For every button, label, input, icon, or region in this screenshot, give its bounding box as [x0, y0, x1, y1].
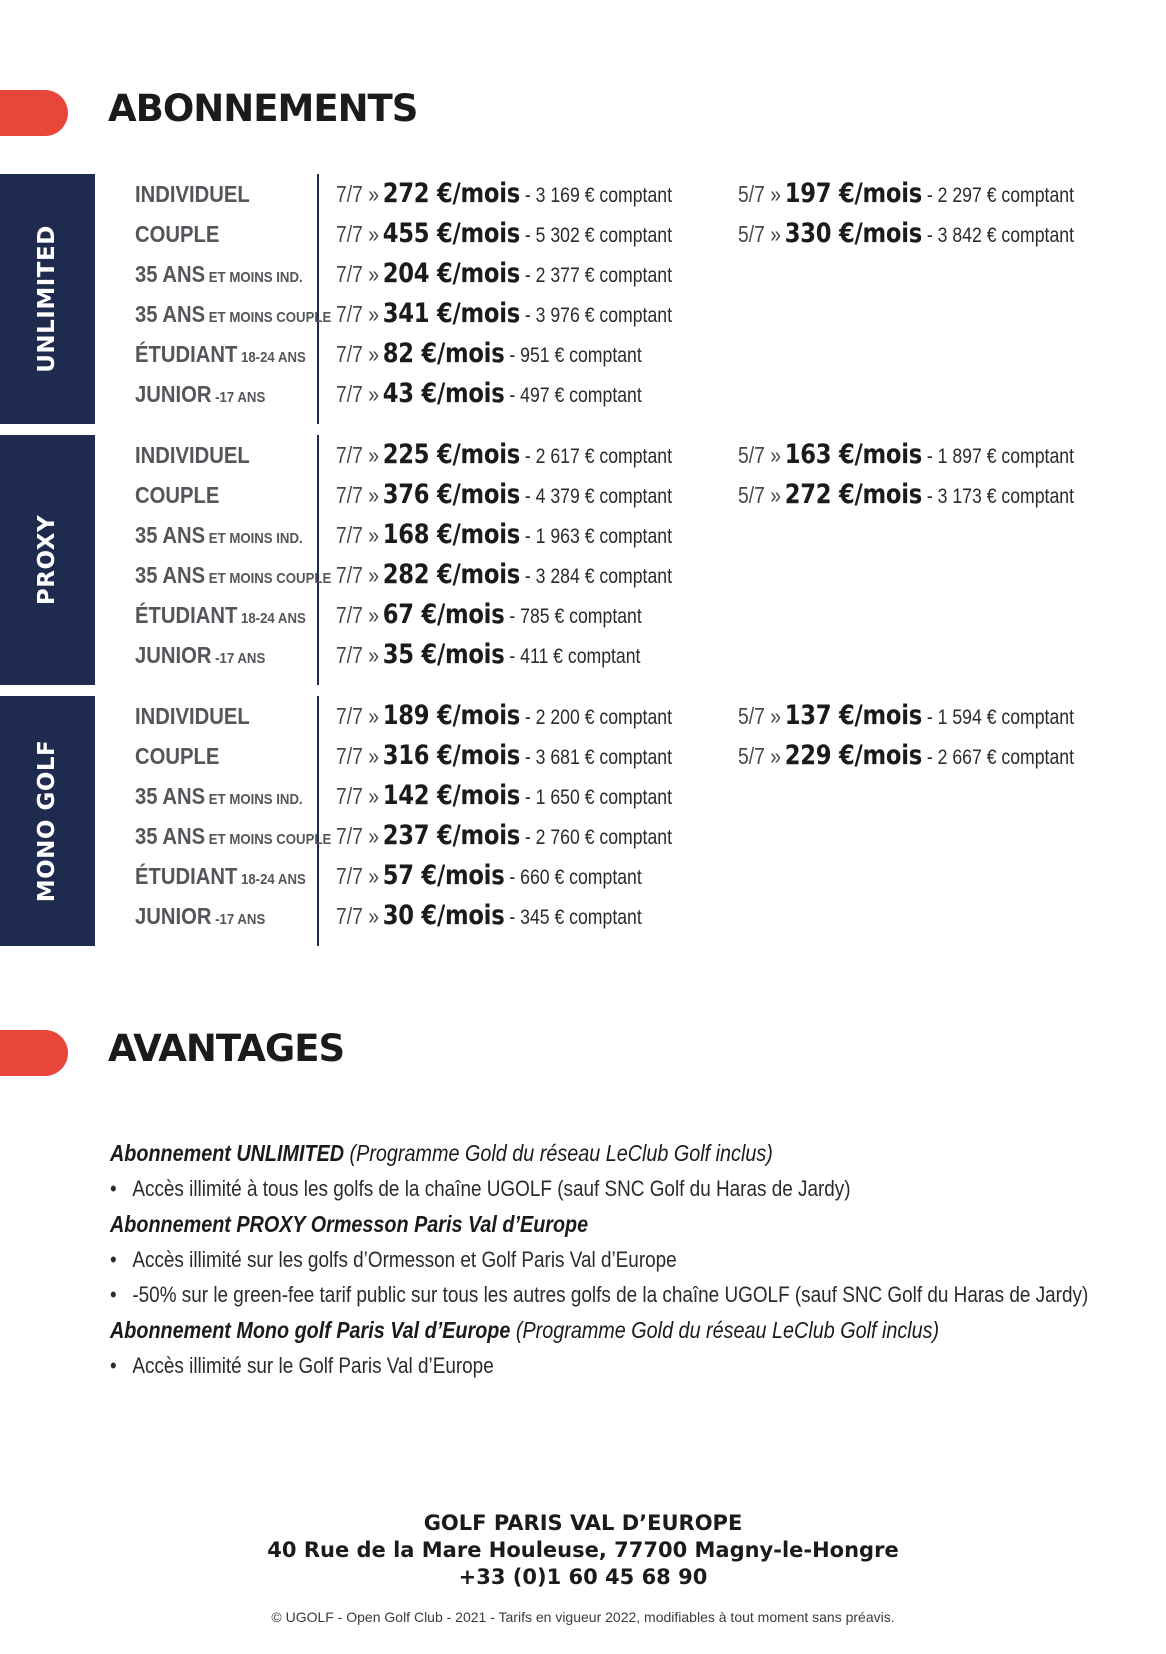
- advantage-bullet: [110, 1171, 987, 1206]
- price-row: [0, 254, 1166, 294]
- category-label: [135, 374, 265, 418]
- monthly-price: 225 €/mois: [382, 439, 520, 470]
- price-77: [336, 776, 672, 820]
- price-77: [336, 555, 672, 599]
- bullet-icon: •: [110, 1176, 117, 1201]
- category-qualifier: 18-24 ANS: [237, 610, 306, 627]
- category-label: [135, 334, 306, 378]
- category-label: [135, 174, 250, 214]
- monthly-price: 282 €/mois: [382, 559, 520, 590]
- frequency-label: 7/7 »: [336, 442, 379, 468]
- price-57: [738, 696, 1074, 740]
- cash-price: - 2 297 € comptant: [921, 184, 1074, 207]
- price-77: [336, 515, 672, 559]
- advantage-plan-name: Abonnement PROXY Ormesson Paris Val d’Europe: [110, 1211, 589, 1237]
- category-main: ÉTUDIANT: [135, 341, 238, 367]
- monthly-price: 142 €/mois: [382, 780, 520, 811]
- category-main: JUNIOR: [135, 381, 212, 407]
- category-main: COUPLE: [135, 743, 220, 769]
- price-row: [0, 635, 1166, 675]
- advantage-plan-name: Abonnement Mono golf Paris Val d’Europe: [110, 1317, 511, 1343]
- cash-price: - 3 169 € comptant: [519, 184, 672, 207]
- cash-price: - 3 173 € comptant: [921, 485, 1074, 508]
- bullet-icon: •: [110, 1353, 117, 1378]
- price-row: [0, 816, 1166, 856]
- advantage-bullet: [110, 1348, 987, 1383]
- category-qualifier: ET MOINS COUPLE: [205, 309, 332, 326]
- price-row: [0, 696, 1166, 736]
- cash-price: - 951 € comptant: [504, 344, 642, 367]
- category-qualifier: ET MOINS IND.: [205, 530, 303, 547]
- frequency-label: 7/7 »: [336, 903, 379, 929]
- category-main: JUNIOR: [135, 642, 212, 668]
- price-row: [0, 435, 1166, 475]
- frequency-label: 7/7 »: [336, 522, 379, 548]
- price-row: [0, 174, 1166, 214]
- advantage-heading: [110, 1312, 987, 1348]
- price-77: [336, 254, 672, 298]
- plan-block: [0, 174, 1166, 424]
- category-qualifier: -17 ANS: [211, 389, 266, 406]
- price-77: [336, 435, 672, 479]
- price-57: [738, 435, 1074, 479]
- monthly-price: 316 €/mois: [382, 740, 520, 771]
- monthly-price: 168 €/mois: [382, 519, 520, 550]
- price-77: [336, 816, 672, 860]
- cash-price: - 2 617 € comptant: [519, 445, 672, 468]
- cash-price: - 3 284 € comptant: [519, 565, 672, 588]
- category-qualifier: ET MOINS IND.: [205, 269, 303, 286]
- plan-block: [0, 696, 1166, 946]
- monthly-price: 35 €/mois: [382, 639, 505, 670]
- abonnements-title: ABONNEMENTS: [108, 87, 418, 130]
- monthly-price: 43 €/mois: [382, 378, 505, 409]
- advantage-bullet: [110, 1242, 987, 1277]
- monthly-price: 341 €/mois: [382, 298, 520, 329]
- frequency-label: 7/7 »: [336, 602, 379, 628]
- monthly-price: 455 €/mois: [382, 218, 520, 249]
- category-label: [135, 696, 250, 736]
- category-qualifier: 18-24 ANS: [237, 349, 306, 366]
- category-label: [135, 214, 219, 254]
- monthly-price: 272 €/mois: [784, 479, 922, 510]
- cash-price: - 3 976 € comptant: [519, 304, 672, 327]
- category-label: [135, 294, 331, 338]
- price-row: [0, 595, 1166, 635]
- frequency-label: 7/7 »: [336, 642, 379, 668]
- footer-address: 40 Rue de la Mare Houleuse, 77700 Magny-le-Hongre: [267, 1538, 899, 1562]
- cash-price: - 411 € comptant: [504, 645, 641, 668]
- monthly-price: 67 €/mois: [382, 599, 505, 630]
- category-label: [135, 816, 331, 860]
- price-77: [336, 374, 642, 418]
- category-label: [135, 475, 219, 515]
- price-row: [0, 856, 1166, 896]
- bullet-icon: •: [110, 1247, 117, 1272]
- category-label: [135, 515, 303, 559]
- price-row: [0, 515, 1166, 555]
- monthly-price: 197 €/mois: [784, 178, 922, 209]
- category-main: 35 ANS: [135, 823, 206, 849]
- price-row: [0, 736, 1166, 776]
- price-57: [738, 736, 1074, 780]
- category-main: 35 ANS: [135, 522, 206, 548]
- frequency-label: 7/7 »: [336, 823, 379, 849]
- abonnements-accent-tab: [0, 90, 68, 136]
- frequency-label: 7/7 »: [336, 221, 379, 247]
- category-main: INDIVIDUEL: [135, 442, 250, 468]
- frequency-label: 7/7 »: [336, 261, 379, 287]
- advantage-text: Accès illimité sur les golfs d’Ormesson et Golf Paris Val d’Europe: [132, 1247, 677, 1272]
- advantage-plan-name: Abonnement UNLIMITED: [110, 1140, 345, 1166]
- frequency-label: 7/7 »: [336, 181, 379, 207]
- cash-price: - 497 € comptant: [504, 384, 642, 407]
- copyright-notice: © UGOLF - Open Golf Club - 2021 - Tarifs en vigueur 2022, modifiables à tout moment sans préavis.: [271, 1609, 895, 1625]
- advantage-text: Accès illimité sur le Golf Paris Val d’Europe: [132, 1353, 494, 1378]
- category-main: COUPLE: [135, 221, 220, 247]
- cash-price: - 3 842 € comptant: [921, 224, 1074, 247]
- frequency-label: 5/7 »: [738, 442, 781, 468]
- price-77: [336, 174, 672, 218]
- price-57: [738, 475, 1074, 519]
- category-main: COUPLE: [135, 482, 220, 508]
- cash-price: - 2 760 € comptant: [519, 826, 672, 849]
- cash-price: - 3 681 € comptant: [519, 746, 672, 769]
- frequency-label: 7/7 »: [336, 482, 379, 508]
- cash-price: - 4 379 € comptant: [519, 485, 672, 508]
- category-main: INDIVIDUEL: [135, 703, 250, 729]
- cash-price: - 1 594 € comptant: [921, 706, 1074, 729]
- price-row: [0, 776, 1166, 816]
- monthly-price: 204 €/mois: [382, 258, 520, 289]
- price-row: [0, 334, 1166, 374]
- footer-phone: +33 (0)1 60 45 68 90: [458, 1565, 708, 1589]
- category-qualifier: -17 ANS: [211, 911, 266, 928]
- category-label: [135, 635, 265, 679]
- frequency-label: 5/7 »: [738, 482, 781, 508]
- avantages-accent-tab: [0, 1030, 68, 1076]
- category-qualifier: -17 ANS: [211, 650, 266, 667]
- frequency-label: 5/7 »: [738, 221, 781, 247]
- monthly-price: 82 €/mois: [382, 338, 505, 369]
- price-77: [336, 736, 672, 780]
- frequency-label: 7/7 »: [336, 743, 379, 769]
- advantage-text: Accès illimité à tous les golfs de la chaîne UGOLF (sauf SNC Golf du Haras de Jardy): [132, 1176, 851, 1201]
- category-label: [135, 856, 306, 900]
- monthly-price: 229 €/mois: [784, 740, 922, 771]
- category-label: [135, 435, 250, 475]
- monthly-price: 330 €/mois: [784, 218, 922, 249]
- frequency-label: 7/7 »: [336, 863, 379, 889]
- category-qualifier: ET MOINS COUPLE: [205, 831, 332, 848]
- advantage-heading: [110, 1206, 987, 1242]
- price-77: [336, 475, 672, 519]
- price-77: [336, 856, 642, 900]
- category-label: [135, 595, 306, 639]
- category-main: JUNIOR: [135, 903, 212, 929]
- cash-price: - 2 200 € comptant: [519, 706, 672, 729]
- price-77: [336, 294, 672, 338]
- price-row: [0, 294, 1166, 334]
- bullet-icon: •: [110, 1282, 117, 1307]
- category-label: [135, 254, 303, 298]
- monthly-price: 30 €/mois: [382, 900, 505, 931]
- avantages-list: [110, 1135, 1130, 1383]
- category-label: [135, 555, 331, 599]
- category-main: 35 ANS: [135, 261, 206, 287]
- plan-name: MONO GOLF: [34, 739, 60, 903]
- category-main: 35 ANS: [135, 562, 206, 588]
- monthly-price: 137 €/mois: [784, 700, 922, 731]
- monthly-price: 237 €/mois: [382, 820, 520, 851]
- frequency-label: 7/7 »: [336, 562, 379, 588]
- advantage-note: (Programme Gold du réseau LeClub Golf inclus): [510, 1317, 940, 1343]
- price-row: [0, 214, 1166, 254]
- price-77: [336, 214, 672, 258]
- frequency-label: 7/7 »: [336, 703, 379, 729]
- price-row: [0, 896, 1166, 936]
- frequency-label: 7/7 »: [336, 381, 379, 407]
- cash-price: - 1 963 € comptant: [519, 525, 672, 548]
- price-77: [336, 896, 642, 940]
- category-label: [135, 776, 303, 820]
- cash-price: - 345 € comptant: [504, 906, 642, 929]
- advantage-text: -50% sur le green-fee tarif public sur tous les autres golfs de la chaîne UGOLF (sauf SNC Golf du Haras de Jardy): [132, 1282, 1089, 1307]
- cash-price: - 1 897 € comptant: [921, 445, 1074, 468]
- price-57: [738, 174, 1074, 218]
- price-77: [336, 696, 672, 740]
- footer-contact: [0, 1510, 1166, 1591]
- price-57: [738, 214, 1074, 258]
- frequency-label: 5/7 »: [738, 703, 781, 729]
- category-qualifier: 18-24 ANS: [237, 871, 306, 888]
- price-77: [336, 635, 640, 679]
- category-main: INDIVIDUEL: [135, 181, 250, 207]
- frequency-label: 7/7 »: [336, 301, 379, 327]
- monthly-price: 272 €/mois: [382, 178, 520, 209]
- advantage-bullet: [110, 1277, 1089, 1312]
- category-qualifier: ET MOINS COUPLE: [205, 570, 332, 587]
- avantages-title: AVANTAGES: [108, 1027, 345, 1070]
- monthly-price: 163 €/mois: [784, 439, 922, 470]
- cash-price: - 660 € comptant: [504, 866, 642, 889]
- advantage-note: (Programme Gold du réseau LeClub Golf inclus): [344, 1140, 773, 1166]
- price-row: [0, 475, 1166, 515]
- monthly-price: 376 €/mois: [382, 479, 520, 510]
- monthly-price: 57 €/mois: [382, 860, 505, 891]
- monthly-price: 189 €/mois: [382, 700, 520, 731]
- price-77: [336, 595, 642, 639]
- frequency-label: 7/7 »: [336, 341, 379, 367]
- category-qualifier: ET MOINS IND.: [205, 791, 303, 808]
- plan-name: PROXY: [34, 514, 60, 606]
- cash-price: - 5 302 € comptant: [519, 224, 672, 247]
- frequency-label: 5/7 »: [738, 743, 781, 769]
- frequency-label: 7/7 »: [336, 783, 379, 809]
- plan-name: UNLIMITED: [34, 225, 60, 373]
- cash-price: - 785 € comptant: [504, 605, 642, 628]
- plan-block: [0, 435, 1166, 685]
- price-row: [0, 555, 1166, 595]
- category-main: 35 ANS: [135, 783, 206, 809]
- price-row: [0, 374, 1166, 414]
- frequency-label: 5/7 »: [738, 181, 781, 207]
- price-77: [336, 334, 642, 378]
- cash-price: - 2 667 € comptant: [921, 746, 1074, 769]
- cash-price: - 1 650 € comptant: [519, 786, 672, 809]
- cash-price: - 2 377 € comptant: [519, 264, 672, 287]
- footer-name: GOLF PARIS VAL D’EUROPE: [423, 1511, 743, 1535]
- category-label: [135, 896, 265, 940]
- advantage-heading: [110, 1135, 987, 1171]
- category-label: [135, 736, 219, 776]
- category-main: 35 ANS: [135, 301, 206, 327]
- category-main: ÉTUDIANT: [135, 602, 238, 628]
- category-main: ÉTUDIANT: [135, 863, 238, 889]
